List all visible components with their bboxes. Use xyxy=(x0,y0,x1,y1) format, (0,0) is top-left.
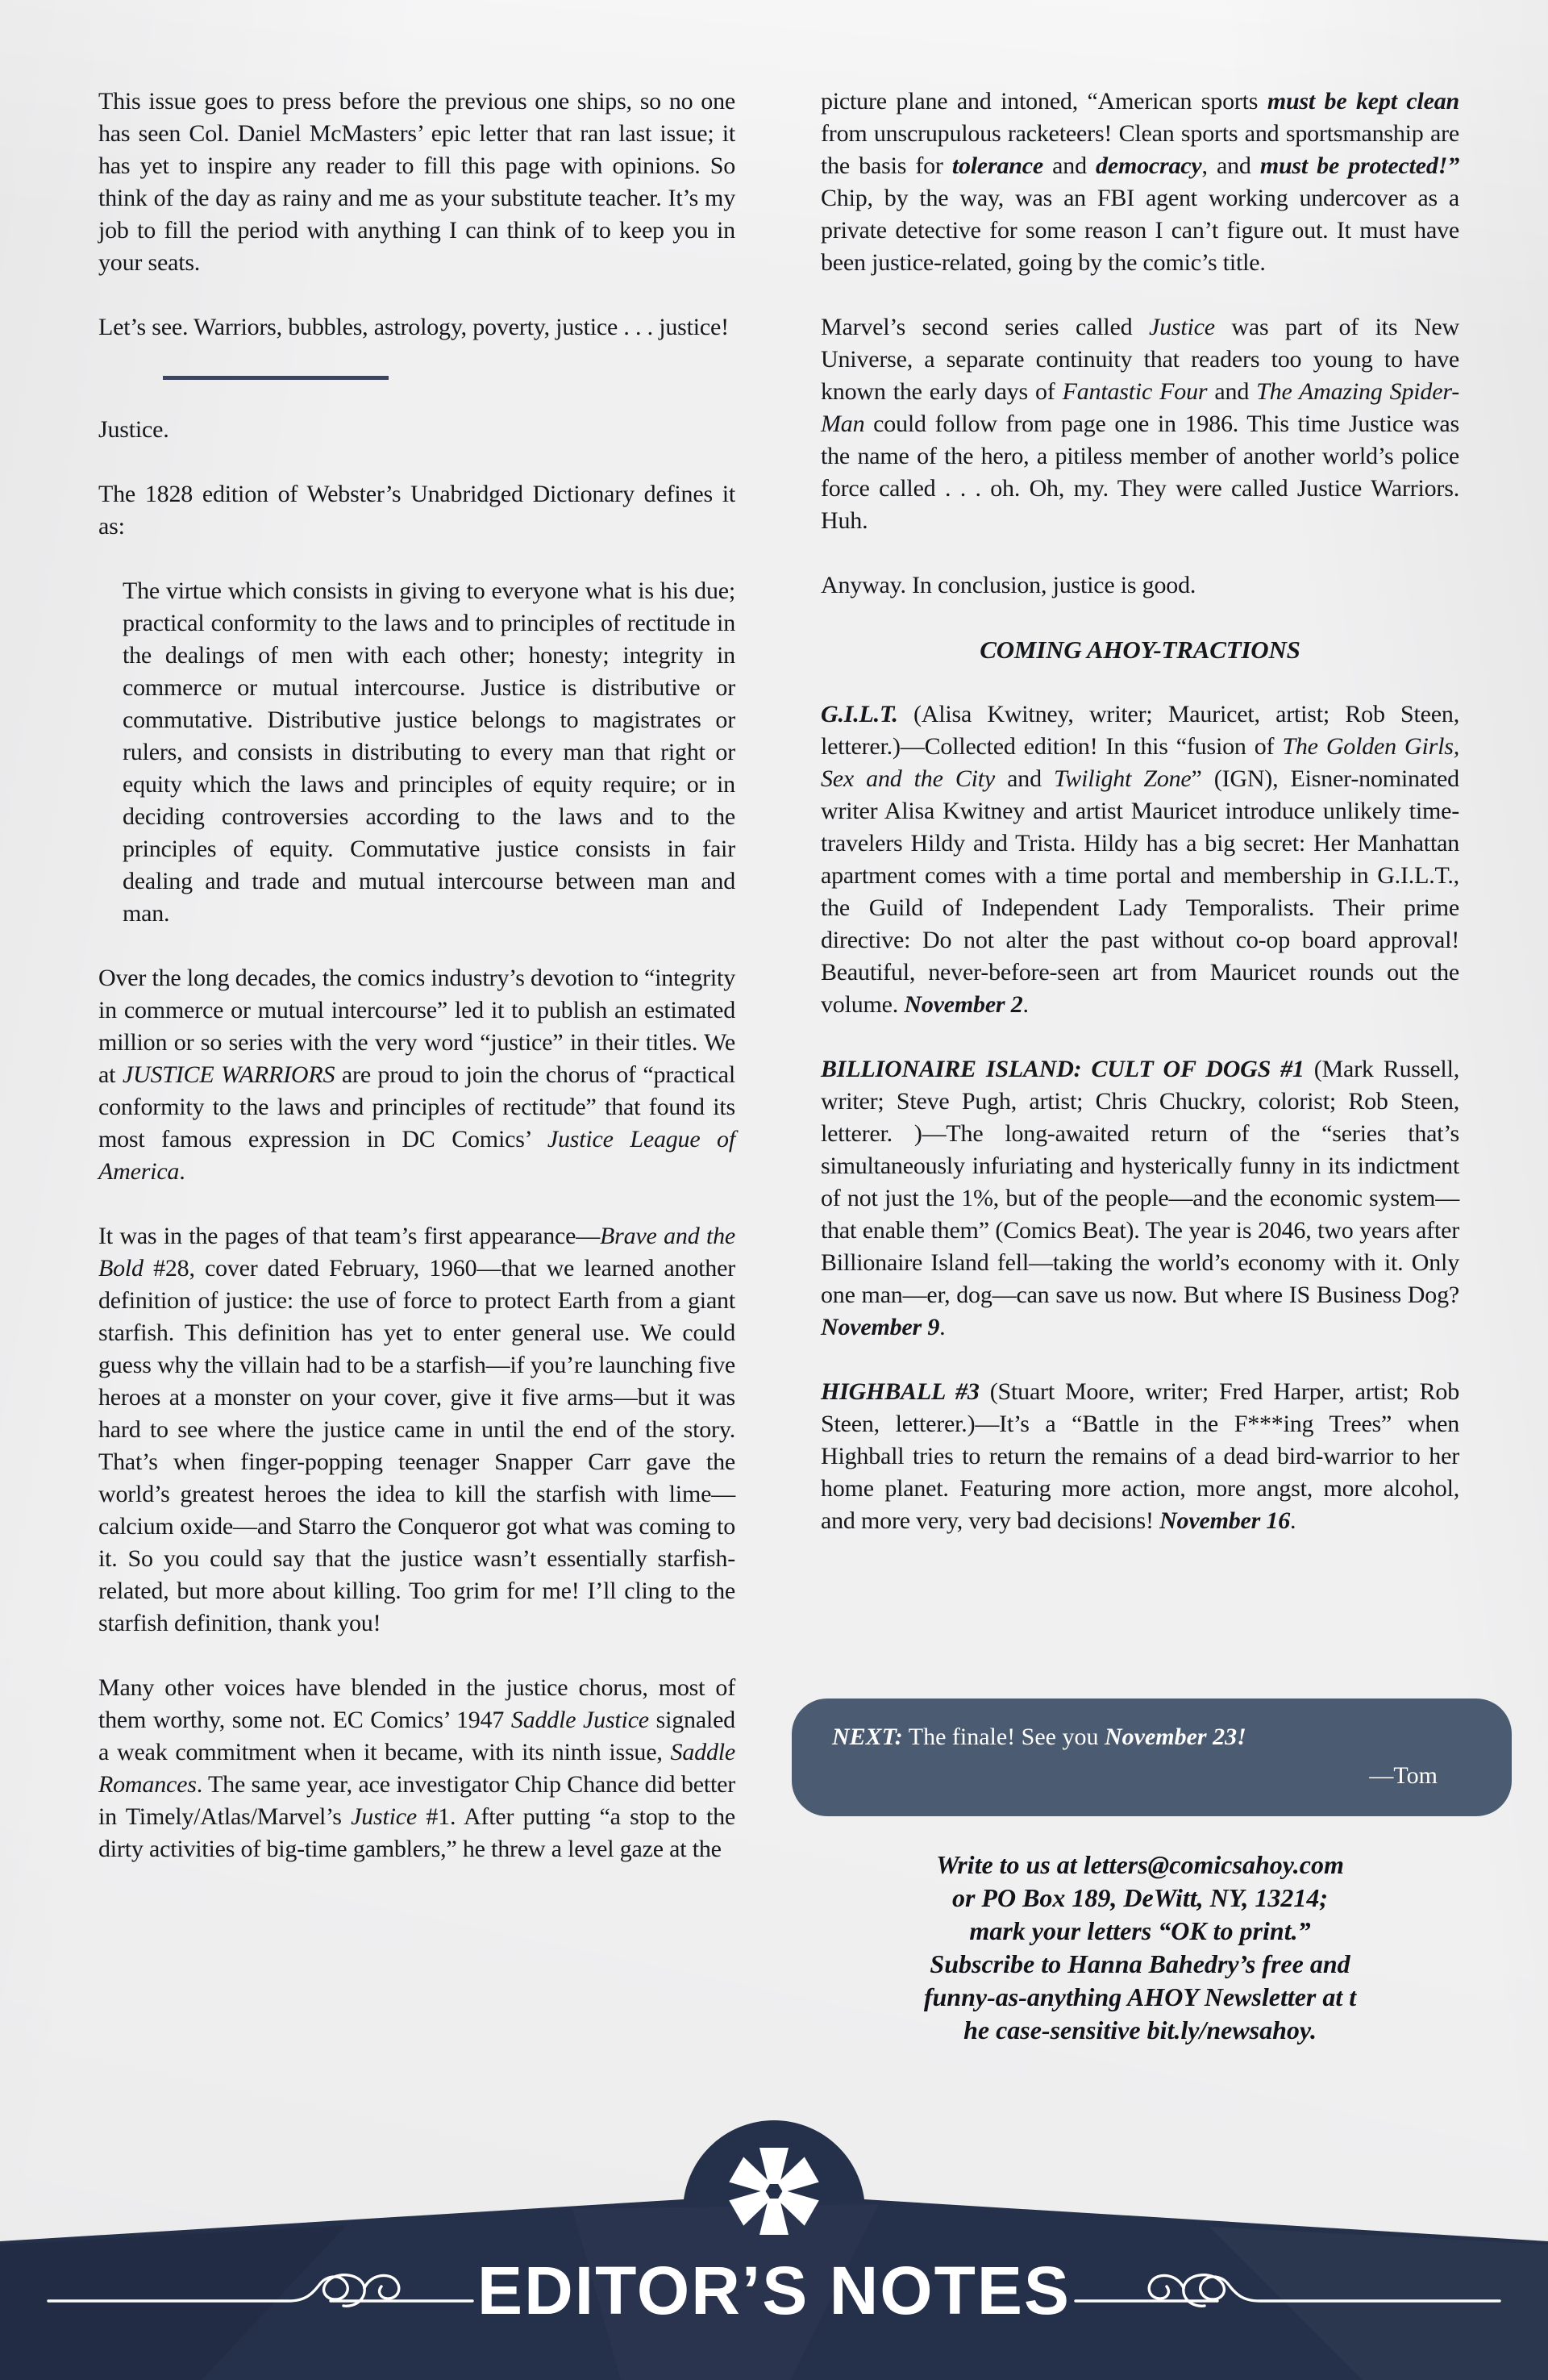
paragraph xyxy=(821,698,1459,1021)
write-to-us-block xyxy=(821,1849,1459,2047)
text-run: and xyxy=(1207,378,1257,405)
next-issue-box xyxy=(792,1699,1512,1816)
paragraph xyxy=(98,1220,735,1640)
text-run: November 23! xyxy=(1104,1724,1246,1750)
text-run: could follow from page one in 1986. This time Justice was the name of the hero, a pitiless member of another world’s police force called . . . oh. Oh, my. They were called Justice Warriors. Huh. xyxy=(821,411,1459,534)
text-run: Justice League of America xyxy=(98,1126,735,1185)
text-run: The Amazing Spider-Man xyxy=(821,378,1459,437)
right-text-column xyxy=(821,85,1459,1569)
text-run: G.I.L.T. xyxy=(821,701,898,727)
paragraph xyxy=(821,1376,1459,1537)
text-run: . xyxy=(1022,991,1029,1018)
text-run: signaled a weak commitment when it became, with its ninth issue, xyxy=(98,1707,735,1765)
text-run: This issue goes to press before the previous one ships, so no one has seen Col. Daniel McMasters’ epic letter that ran last issue; it has yet to inspire any reader to fill this page with opinions. So think of the day as rainy and me as your substitute teacher. It’s my job to fill the period with anything I can think of to keep you in your seats. xyxy=(98,88,735,276)
text-run: Fantastic Four xyxy=(1062,378,1208,405)
address-line: Subscribe to Hanna Bahedry’s free and xyxy=(930,1949,1350,1978)
text-run: Justice xyxy=(351,1803,418,1830)
text-run: The Golden Girls, Sex and the City xyxy=(821,733,1459,792)
address-line: or PO Box 189, DeWitt, NY, 13214; xyxy=(951,1883,1329,1912)
text-run: JUSTICE WARRIORS xyxy=(122,1061,335,1088)
text-run: Many other voices have blended in the justice chorus, most of them worthy, some not. EC Comics’ 1947 xyxy=(98,1674,735,1733)
text-run: November 16 xyxy=(1159,1507,1290,1534)
definition-blockquote xyxy=(123,575,735,930)
paragraph xyxy=(821,311,1459,537)
text-run: are proud to join the chorus of “practical conformity to the laws and principles of rectitude” that found its most famous expression in DC Comics’ xyxy=(98,1061,735,1152)
text-run: (Mark Russell, writer; Steve Pugh, artist; Chris Chuckry, colorist; Rob Steen, letterer. )—The long-awaited return of the “series that’s simultaneously infuriating and hysterically funny in its indictment of not just the 1%, but of the people—and the economic system—that enable them” (Comics Beat). The year is 2046, two years after Billionaire Island fell—taking the world’s economy with it. Only one man—er, dog—can save us now. But where IS Business Dog? xyxy=(821,1056,1459,1308)
address-line: Write to us at letters@comicsahoy.com xyxy=(936,1850,1344,1879)
paragraph xyxy=(98,414,735,446)
banner-title: EDITOR’S NOTES xyxy=(477,2253,1071,2328)
text-run: must be kept clean xyxy=(1267,88,1459,115)
text-run: The virtue which consists in giving to everyone what is his due; practical conformity to the laws and to principles of rectitude in the dealings of men with each other; honesty; integrity in commerce or mutual intercourse. Justice is distributive or commutative. Distributive justice belongs to magistrates or rulers, and consists in distributing to every man that right or equity which the laws and principles of equity require; or in deciding controversies according to the laws and to the principles of equity. Commutative justice consists in fair dealing and trade and mutual intercourse between man and man. xyxy=(123,577,735,927)
text-run: Over the long decades, the comics industry’s devotion to “integrity in commerce or mutual intercourse” led it to publish an estimated million or so series with the very word “justice” in their titles. We at xyxy=(98,965,735,1088)
editors-notes-banner xyxy=(0,2114,1548,2380)
left-text-column xyxy=(98,85,735,1898)
text-run: and xyxy=(1043,152,1096,179)
text-run: COMING AHOY-TRACTIONS xyxy=(980,636,1300,664)
text-run: Justice xyxy=(1148,314,1215,340)
text-run: , and xyxy=(1201,152,1260,179)
text-run: Marvel’s second series called xyxy=(821,314,1149,340)
text-run: . The same year, ace investigator Chip Chance did better in Timely/Atlas/Marvel’s xyxy=(98,1771,735,1830)
text-run: Justice. xyxy=(98,416,169,443)
text-run: Saddle Romances xyxy=(98,1739,735,1798)
text-run: . xyxy=(939,1314,946,1340)
text-run: Saddle Justice xyxy=(510,1707,649,1733)
text-run: (Alisa Kwitney, writer; Mauricet, artist; Rob Steen, letterer.)—Collected edition! In this “fusion of xyxy=(821,701,1459,760)
text-run: November 9 xyxy=(821,1314,940,1340)
text-run: (Stuart Moore, writer; Fred Harper, artist; Rob Steen, letterer.)—It’s a “Battle in the F***ing Trees” when Highball tries to return the remains of a dead bird-warrior to her home planet. Featuring more action, more angst, more alcohol, and more very, very bad decisions! xyxy=(821,1378,1459,1534)
paragraph xyxy=(98,478,735,543)
text-run: tolerance xyxy=(951,152,1044,179)
text-run: NEXT: xyxy=(832,1724,903,1750)
next-issue-text xyxy=(832,1721,1438,1753)
text-run: November 2 xyxy=(904,991,1023,1018)
section-heading xyxy=(821,634,1459,666)
text-run: The finale! See you xyxy=(902,1724,1105,1750)
paragraph xyxy=(98,311,735,344)
paragraph xyxy=(821,1053,1459,1344)
text-run: Chip, by the way, was an FBI agent working undercover as a private detective for some reason I can’t figure out. It must have been justice-related, going by the comic’s title. xyxy=(821,185,1459,276)
address-line: funny-as-anything AHOY Newsletter at t xyxy=(923,1982,1357,2011)
text-run: Brave and the Bold xyxy=(98,1223,735,1282)
text-run: Twilight Zone xyxy=(1054,765,1192,792)
text-run: Let’s see. Warriors, bubbles, astrology, poverty, justice . . . justice! xyxy=(98,314,729,340)
text-run: . xyxy=(179,1158,185,1185)
paragraph xyxy=(98,85,735,279)
text-run: and xyxy=(995,765,1055,792)
text-run: was part of its New Universe, a separate continuity that readers too young to have known the early days of xyxy=(821,314,1459,405)
text-run: from unscrupulous racketeers! Clean sports and sportsmanship are the basis for xyxy=(821,120,1459,179)
text-run: HIGHBALL #3 xyxy=(821,1378,980,1405)
paragraph xyxy=(98,1672,735,1865)
text-run: The 1828 edition of Webster’s Unabridged Dictionary defines it as: xyxy=(98,481,735,540)
text-run: Anyway. In conclusion, justice is good. xyxy=(821,572,1196,598)
text-run: ” (IGN), Eisner-nominated writer Alisa Kwitney and artist Mauricet introduce unlikely time-travelers Hildy and Trista. Hildy has a big secret: Her Manhattan apartment comes with a time portal and membership in G.I.L.T., the Guild of Independent Lady Temporalists. Their prime directive: Do not alter the past without co-op board approval! Beautiful, never-before-seen art from Mauricet rounds out the volume. xyxy=(821,765,1459,1018)
address-line: he case-sensitive bit.ly/newsahoy. xyxy=(963,2015,1317,2044)
text-run: #28, cover dated February, 1960—that we learned another definition of justice: the use of force to protect Earth from a giant starfish. This definition has yet to enter general use. We could guess why the villain had to be a starfish—if you’re launching five heroes at a monster on your cover, give it five arms—but it was hard to see where the justice came in until the end of the story. That’s when finger-popping teenager Snapper Carr gave the world’s greatest heroes the idea to kill the starfish with lime—calcium oxide—and Starro the Conqueror got what was coming to it. So you could say that the justice wasn’t essentially starfish-related, but more about killing. Too grim for me! I’ll cling to the starfish definition, thank you! xyxy=(98,1255,735,1636)
paragraph xyxy=(98,962,735,1188)
text-run: BILLIONAIRE ISLAND: CULT OF DOGS #1 xyxy=(821,1056,1305,1082)
text-run: must be protected!” xyxy=(1259,152,1459,179)
section-divider xyxy=(163,376,389,380)
text-run: #1. After putting “a stop to the dirty activities of big-time gamblers,” he threw a level gaze at the xyxy=(98,1803,735,1862)
text-run: . xyxy=(1290,1507,1296,1534)
paragraph xyxy=(821,85,1459,279)
editor-signature: —Tom xyxy=(1369,1762,1438,1789)
paragraph xyxy=(821,569,1459,602)
address-line: mark your letters “OK to print.” xyxy=(969,1916,1311,1945)
text-run: It was in the pages of that team’s first appearance— xyxy=(98,1223,601,1249)
text-run: democracy xyxy=(1096,152,1202,179)
text-run: picture plane and intoned, “American sports xyxy=(821,88,1267,115)
